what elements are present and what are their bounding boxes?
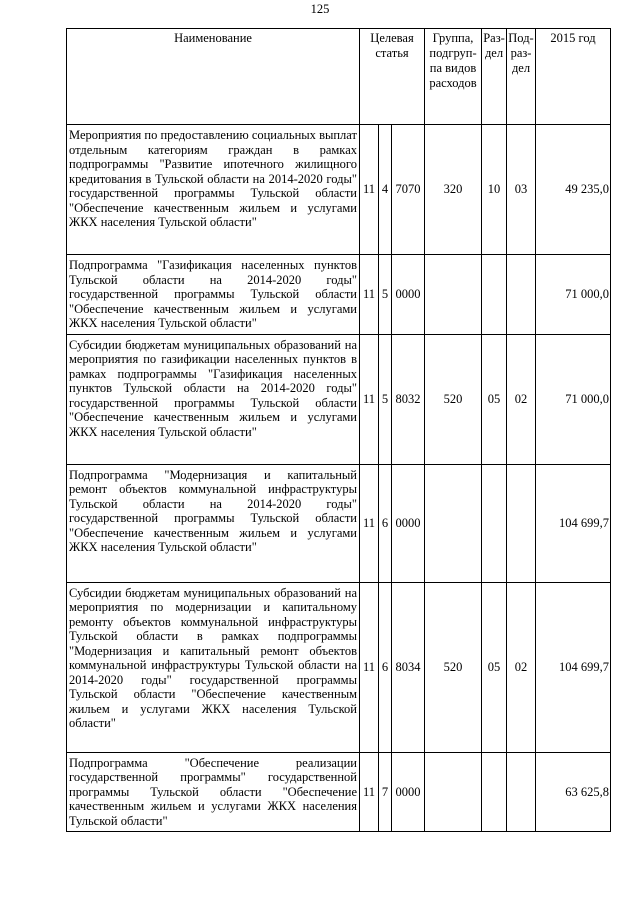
- subsection-code: 02: [507, 582, 536, 752]
- table-row: [67, 255, 611, 335]
- table-row: [67, 752, 611, 832]
- expense-group: 320: [425, 125, 482, 255]
- header-subsection: Под-раз-дел: [507, 29, 536, 125]
- target-article-part3: 8032: [392, 334, 425, 464]
- amount-2015: 104 699,7: [536, 582, 611, 752]
- section-code: 05: [482, 582, 507, 752]
- expense-group: 520: [425, 582, 482, 752]
- subsection-code: [507, 255, 536, 335]
- target-article-part2: 7: [379, 752, 392, 832]
- section-code: 10: [482, 125, 507, 255]
- expense-group: 520: [425, 334, 482, 464]
- amount-2015: 63 625,8: [536, 752, 611, 832]
- target-article-part3: 0000: [392, 255, 425, 335]
- target-article-part2: 5: [379, 255, 392, 335]
- target-article-part2: 5: [379, 334, 392, 464]
- subsection-code: [507, 752, 536, 832]
- amount-2015: 104 699,7: [536, 464, 611, 582]
- section-code: [482, 464, 507, 582]
- table-row: [67, 334, 611, 464]
- target-article-part1: 11: [360, 125, 379, 255]
- target-article-part2: 6: [379, 582, 392, 752]
- header-row: [67, 29, 611, 125]
- target-article-part2: 4: [379, 125, 392, 255]
- table-row: [67, 582, 611, 752]
- expense-group: [425, 255, 482, 335]
- subsection-code: 03: [507, 125, 536, 255]
- header-group: Группа, подгруп-па видов расходов: [425, 29, 482, 125]
- subsection-code: [507, 464, 536, 582]
- section-code: [482, 752, 507, 832]
- header-section: Раз-дел: [482, 29, 507, 125]
- target-article-part1: 11: [360, 255, 379, 335]
- target-article-part3: 0000: [392, 752, 425, 832]
- target-article-part1: 11: [360, 334, 379, 464]
- row-name: Подпрограмма "Обеспечение реализации государственной программы" государственной программы Тульской области "Обеспечение качественным жильем и услугами ЖКХ населения Тульской области": [67, 752, 360, 832]
- row-name: Субсидии бюджетам муниципальных образований на мероприятия по газификации населенных пунктов в рамках подпрограммы "Газификация населенных пунктов Тульской области на 2014-2020 годы" государственной программы Тульской области "Обеспечение качественным жильем и услугами ЖКХ населения Тульской области": [67, 334, 360, 464]
- section-code: [482, 255, 507, 335]
- target-article-part1: 11: [360, 582, 379, 752]
- amount-2015: 49 235,0: [536, 125, 611, 255]
- target-article-part2: 6: [379, 464, 392, 582]
- budget-table: [66, 28, 611, 832]
- row-name: Подпрограмма "Модернизация и капитальный ремонт объектов коммунальной инфраструктуры Тульской области на 2014-2020 годы" государственной программы Тульской области "Обеспечение качественным жильем и услугами ЖКХ населения Тульской области": [67, 464, 360, 582]
- header-name: Наименование: [67, 29, 360, 125]
- subsection-code: 02: [507, 334, 536, 464]
- expense-group: [425, 752, 482, 832]
- target-article-part3: 0000: [392, 464, 425, 582]
- section-code: 05: [482, 334, 507, 464]
- row-name: Субсидии бюджетам муниципальных образований на мероприятия по модернизации и капитальному ремонту объектов коммунальной инфраструктуры Тульской области в рамках подпрограммы "Модернизация и капитальный ремонт объектов коммунальной инфраструктуры Тульской области на 2014-2020 годы" государственной программы Тульской области "Обеспечение качественным жильем и услугами ЖКХ населения Тульской области": [67, 582, 360, 752]
- expense-group: [425, 464, 482, 582]
- table-row: [67, 125, 611, 255]
- amount-2015: 71 000,0: [536, 334, 611, 464]
- header-year: 2015 год: [536, 29, 611, 125]
- row-name: Мероприятия по предоставлению социальных выплат отдельным категориям граждан в рамках подпрограммы "Развитие ипотечного жилищного кредитования в Тульской области на 2014-2020 годы" государственной программы Тульской области "Обеспечение качественным жильем и услугами ЖКХ населения Тульской области": [67, 125, 360, 255]
- target-article-part1: 11: [360, 464, 379, 582]
- table-row: [67, 464, 611, 582]
- header-target-article: Целевая статья: [360, 29, 425, 125]
- page-number: 125: [310, 2, 330, 16]
- amount-2015: 71 000,0: [536, 255, 611, 335]
- target-article-part3: 7070: [392, 125, 425, 255]
- target-article-part1: 11: [360, 752, 379, 832]
- row-name: Подпрограмма "Газификация населенных пунктов Тульской области на 2014-2020 годы" государственной программы Тульской области "Обеспечение качественным жильем и услугами ЖКХ населения Тульской области": [67, 255, 360, 335]
- target-article-part3: 8034: [392, 582, 425, 752]
